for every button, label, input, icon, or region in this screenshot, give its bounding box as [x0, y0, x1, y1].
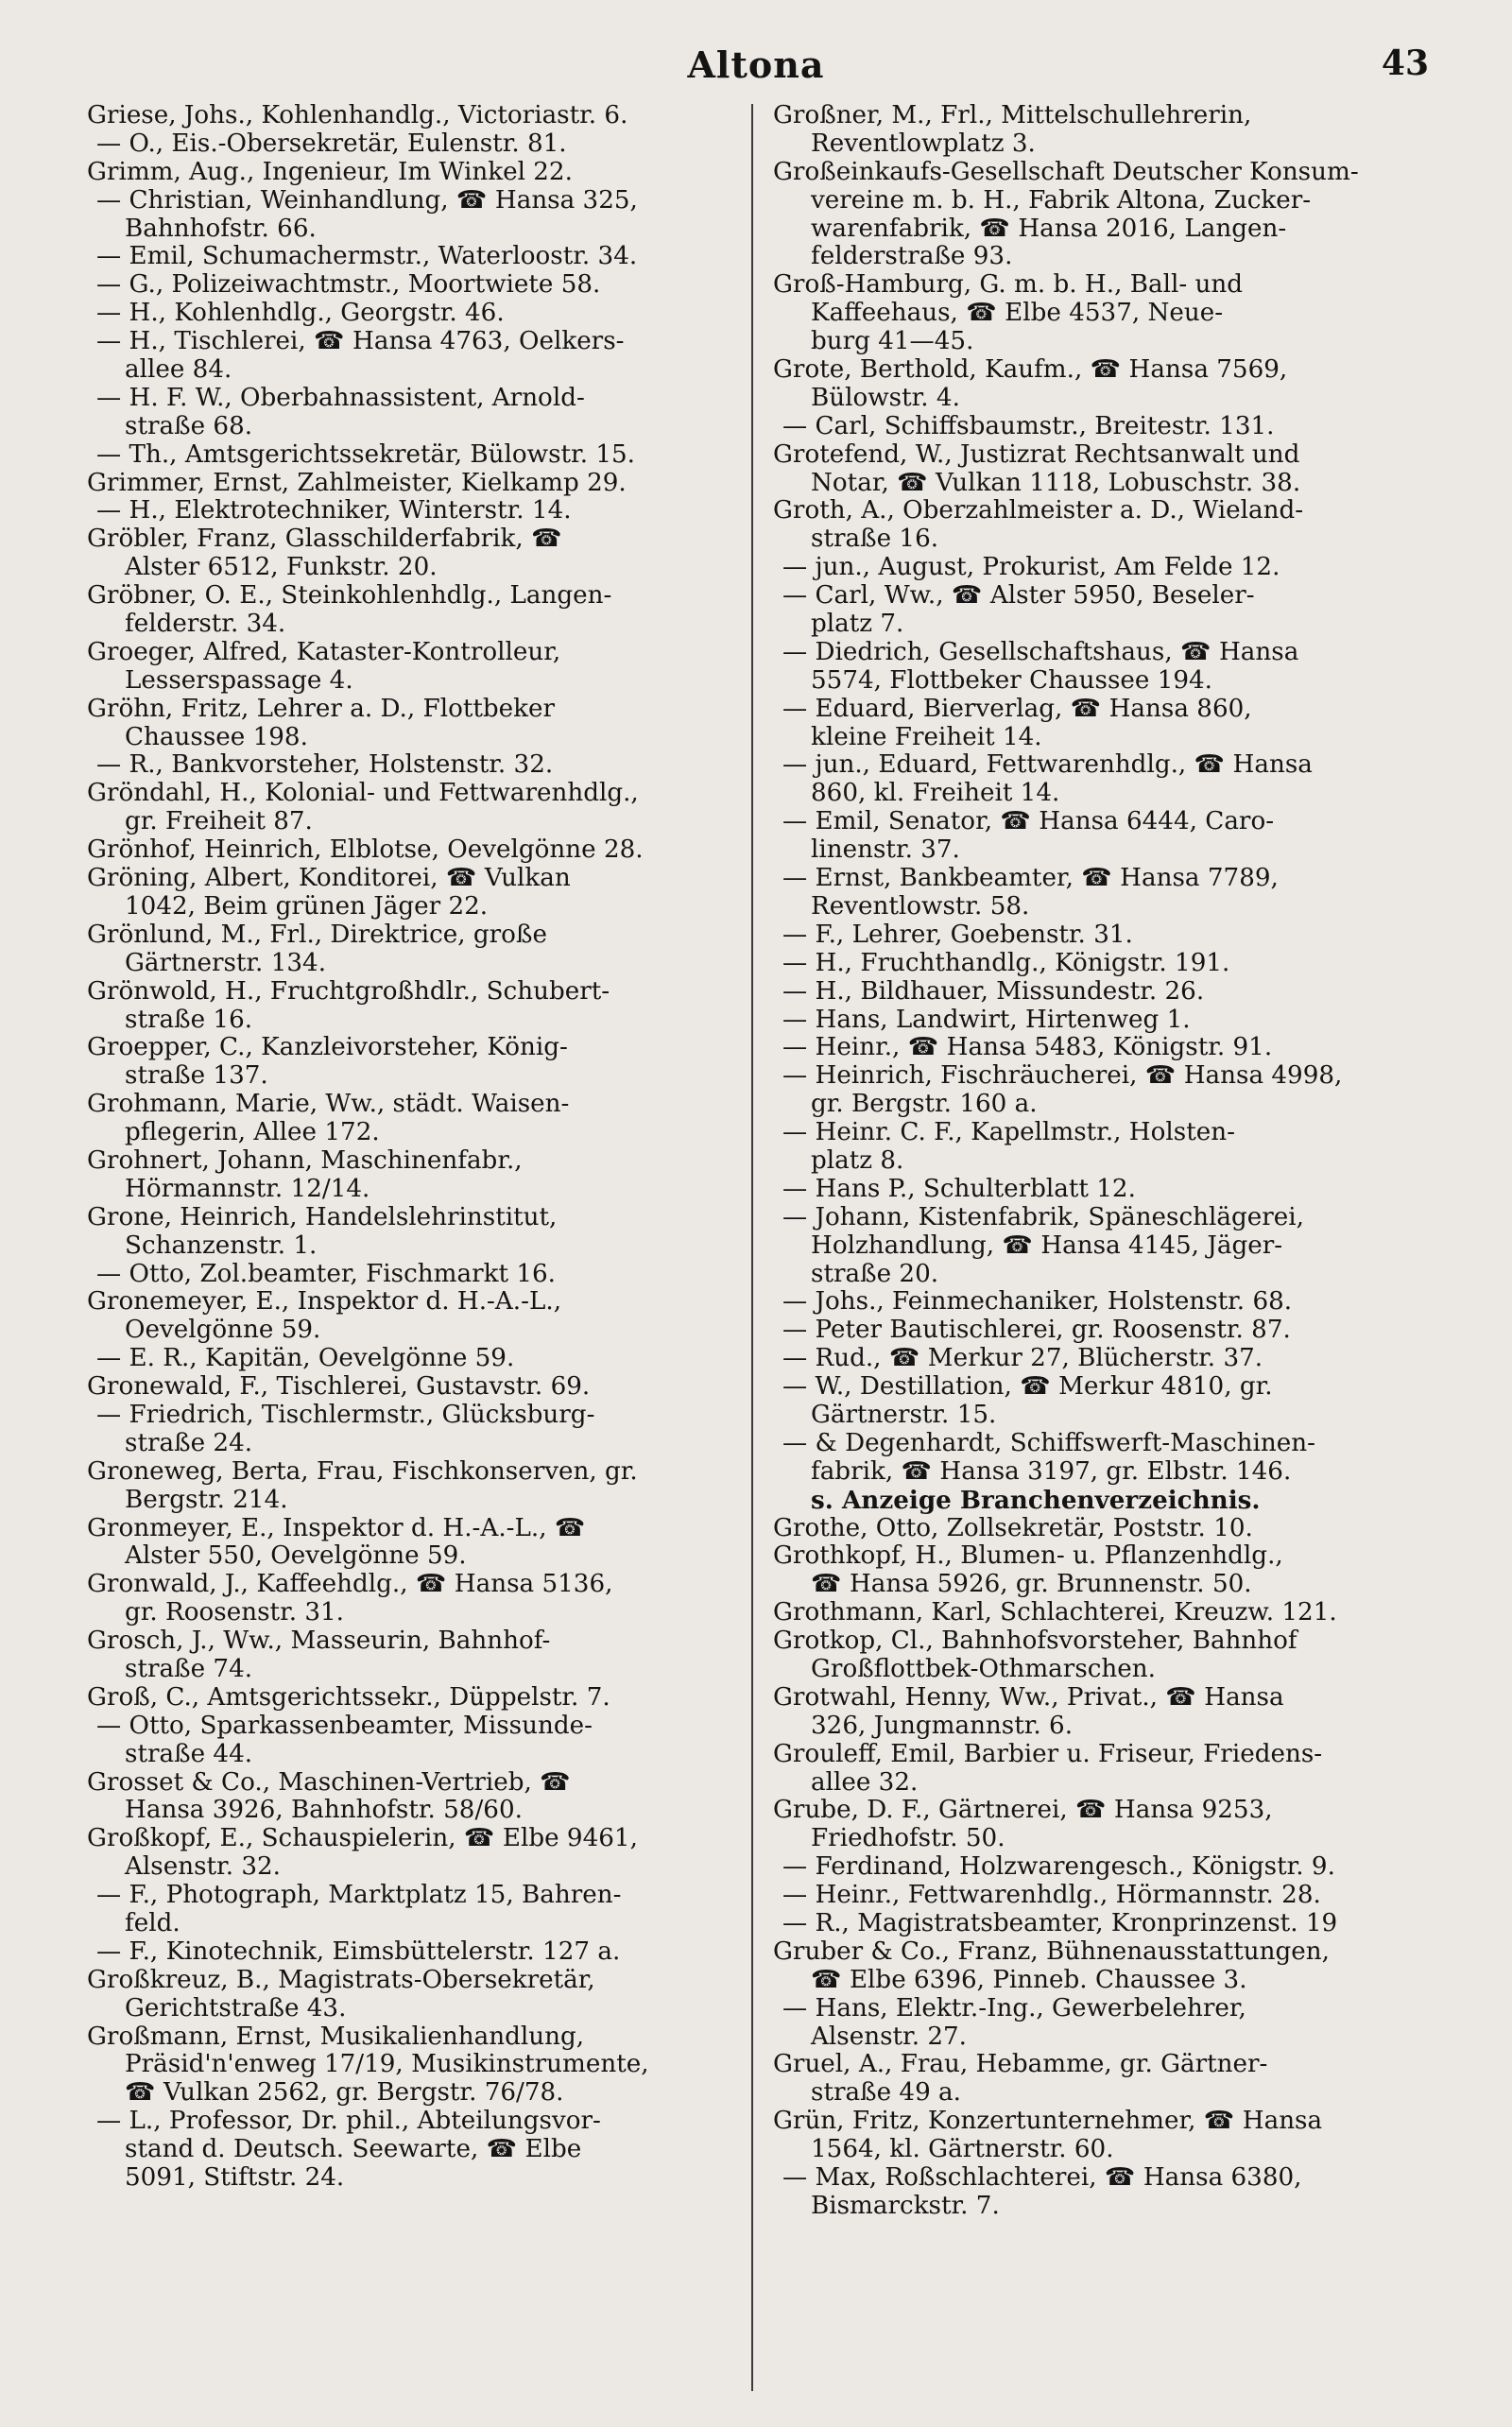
directory-line: Gröbler, Franz, Glasschilderfabrik, ☎ [87, 525, 562, 554]
directory-line: feld. [125, 1910, 180, 1937]
directory-line: kleine Freiheit 14. [811, 723, 1042, 751]
directory-line: Grothe, Otto, Zollsekretär, Poststr. 10. [773, 1514, 1253, 1542]
directory-line: Gronwald, J., Kaffeehdlg., ☎ Hansa 5136, [87, 1571, 613, 1599]
directory-line: Grönlund, M., Frl., Direktrice, große [87, 921, 547, 949]
directory-line: Chaussee 198. [125, 723, 308, 751]
directory-line: Grosch, J., Ww., Masseurin, Bahnhof- [87, 1627, 551, 1656]
directory-line: Schanzenstr. 1. [125, 1231, 318, 1260]
directory-line: 1564, kl. Gärtnerstr. 60. [811, 2136, 1114, 2164]
directory-line: Grone, Heinrich, Handelslehrinstitut, [87, 1203, 558, 1231]
directory-line: Großkopf, E., Schauspielerin, ☎ Elbe 9461, [87, 1825, 638, 1853]
directory-line: — Heinr., Fettwarenhdlg., Hörmannstr. 28. [782, 1882, 1321, 1910]
directory-line: Grimm, Aug., Ingenieur, Im Winkel 22. [87, 158, 573, 186]
directory-line: Friedhofstr. 50. [811, 1825, 1005, 1853]
directory-line: Grohmann, Marie, Ww., städt. Waisen- [87, 1091, 570, 1119]
directory-line: straße 49 a. [811, 2079, 961, 2108]
directory-line: Notar, ☎ Vulkan 1118, Lobuschstr. 38. [811, 469, 1301, 497]
directory-line: Gröhn, Fritz, Lehrer a. D., Flottbeker [87, 695, 556, 723]
directory-line: felderstraße 93. [811, 243, 1013, 271]
directory-line: — Otto, Zol.beamter, Fischmarkt 16. [96, 1260, 556, 1288]
directory-line: straße 74. [125, 1655, 253, 1683]
directory-line: stand d. Deutsch. Seewarte, ☎ Elbe [125, 2136, 582, 2164]
directory-line: — H., Kohlenhdlg., Georgstr. 46. [96, 300, 505, 328]
directory-line: gr. Bergstr. 160 a. [811, 1091, 1038, 1119]
directory-line: — Carl, Schiffsbaumstr., Breitestr. 131. [782, 412, 1275, 440]
directory-line: platz 7. [811, 611, 904, 639]
directory-line: Gruel, A., Frau, Hebamme, gr. Gärtner- [773, 2051, 1268, 2079]
directory-line: 326, Jungmannstr. 6. [811, 1712, 1074, 1740]
directory-line: — H. F. W., Oberbahnassistent, Arnold- [96, 384, 585, 412]
directory-line: Grün, Fritz, Konzertunternehmer, ☎ Hansa [773, 2108, 1323, 2136]
directory-line: — Hans, Landwirt, Hirtenweg 1. [782, 1006, 1191, 1034]
directory-line: platz 8. [811, 1146, 904, 1175]
directory-line: Gröning, Albert, Konditorei, ☎ Vulkan [87, 865, 571, 893]
directory-line: — F., Kinotechnik, Eimsbüttelerstr. 127 a. [96, 1937, 621, 1966]
directory-line: allee 32. [811, 1768, 919, 1797]
directory-line: — Max, Roßschlachterei, ☎ Hansa 6380, [782, 2164, 1302, 2193]
directory-line: felderstr. 34. [125, 611, 286, 639]
directory-line: Großner, M., Frl., Mittelschullehrerin, [773, 102, 1252, 129]
directory-line: Gärtnerstr. 15. [811, 1401, 997, 1429]
directory-line: Hörmannstr. 12/14. [125, 1175, 370, 1203]
directory-line: — Peter Bautischlerei, gr. Roosenstr. 87. [782, 1317, 1291, 1345]
directory-line: Grönwold, H., Fruchtgroßhdlr., Schubert- [87, 977, 610, 1006]
page-header [0, 38, 1512, 95]
directory-line: straße 44. [125, 1740, 253, 1768]
directory-line: Bismarckstr. 7. [811, 2192, 1000, 2220]
directory-line: Gronemeyer, E., Inspektor d. H.-A.-L., [87, 1288, 562, 1317]
directory-line: straße 68. [125, 412, 253, 440]
directory-line: Grohnert, Johann, Maschinenfabr., [87, 1146, 523, 1175]
page-title: Altona [687, 43, 825, 86]
directory-line: Groß-Hamburg, G. m. b. H., Ball- und [773, 271, 1243, 300]
directory-line: — L., Professor, Dr. phil., Abteilungsvor- [96, 2108, 601, 2136]
directory-line: Reventlowstr. 58. [811, 892, 1030, 921]
directory-line: — Hans P., Schulterblatt 12. [782, 1175, 1136, 1203]
directory-line: — R., Bankvorsteher, Holstenstr. 32. [96, 751, 554, 780]
directory-line: Alsenstr. 27. [811, 2022, 967, 2051]
directory-line: 5574, Flottbeker Chaussee 194. [811, 666, 1213, 695]
directory-line: Großeinkaufs-Gesellschaft Deutscher Konsum- [773, 158, 1359, 186]
directory-line: s. Anzeige Branchenverzeichnis. [811, 1486, 1261, 1515]
directory-line: Gronmeyer, E., Inspektor d. H.-A.-L., ☎ [87, 1514, 586, 1542]
directory-line: linenstr. 37. [811, 836, 960, 865]
directory-line: — Johs., Feinmechaniker, Holstenstr. 68. [782, 1288, 1293, 1317]
directory-line: — Th., Amtsgerichtssekretär, Bülowstr. 15. [96, 440, 635, 469]
directory-line: — O., Eis.-Obersekretär, Eulenstr. 81. [96, 129, 567, 158]
directory-line: — Rud., ☎ Merkur 27, Blücherstr. 37. [782, 1345, 1263, 1373]
directory-line: 1042, Beim grünen Jäger 22. [125, 892, 489, 921]
directory-line: — jun., August, Prokurist, Am Felde 12. [782, 554, 1280, 582]
directory-line: 860, kl. Freiheit 14. [811, 780, 1060, 808]
directory-line: Grube, D. F., Gärtnerei, ☎ Hansa 9253, [773, 1797, 1273, 1825]
directory-line: Gröbner, O. E., Steinkohlenhdlg., Langen- [87, 582, 612, 611]
column-divider [751, 104, 753, 2391]
directory-line: Grouleff, Emil, Barbier u. Friseur, Friedens- [773, 1740, 1323, 1768]
directory-line: Grönhof, Heinrich, Elblotse, Oevelgönne 28. [87, 836, 644, 865]
directory-line: Großkreuz, B., Magistrats-Obersekretär, [87, 1966, 595, 1994]
directory-line: ☎ Vulkan 2562, gr. Bergstr. 76/78. [125, 2079, 564, 2108]
directory-line: Alster 6512, Funkstr. 20. [125, 554, 438, 582]
directory-line: ☎ Elbe 6396, Pinneb. Chaussee 3. [811, 1966, 1247, 1994]
directory-line: Groneweg, Berta, Frau, Fischkonserven, gr. [87, 1457, 638, 1486]
directory-line: — Hans, Elektr.-Ing., Gewerbelehrer, [782, 1994, 1246, 2022]
directory-line: — Otto, Sparkassenbeamter, Missunde- [96, 1712, 593, 1740]
directory-line: Alster 550, Oevelgönne 59. [125, 1542, 467, 1571]
directory-line: straße 137. [125, 1062, 268, 1091]
directory-line: — Emil, Schumachermstr., Waterloostr. 34. [96, 243, 638, 271]
directory-line: straße 24. [125, 1429, 253, 1457]
directory-line: — Heinr., ☎ Hansa 5483, Königstr. 91. [782, 1034, 1273, 1062]
directory-line: Groth, A., Oberzahlmeister a. D., Wieland- [773, 497, 1304, 525]
directory-line: Griese, Johs., Kohlenhandlg., Victoriastr. 6. [87, 102, 628, 129]
directory-line: — H., Fruchthandlg., Königstr. 191. [782, 949, 1230, 977]
right-column [773, 102, 1446, 2221]
directory-line: Grotwahl, Henny, Ww., Privat., ☎ Hansa [773, 1683, 1284, 1712]
left-column [87, 102, 739, 2193]
directory-line: Groß, C., Amtsgerichtssekr., Düppelstr. 7. [87, 1683, 610, 1712]
directory-line: — Carl, Ww., ☎ Alster 5950, Beseler- [782, 582, 1255, 611]
directory-line: straße 16. [125, 1006, 253, 1034]
directory-line: — G., Polizeiwachtmstr., Moortwiete 58. [96, 271, 601, 300]
directory-line: — Friedrich, Tischlermstr., Glücksburg- [96, 1401, 595, 1429]
directory-line: Gruber & Co., Franz, Bühnenausstattungen, [773, 1937, 1330, 1966]
directory-line: — Heinr. C. F., Kapellmstr., Holsten- [782, 1119, 1235, 1147]
directory-line: — F., Photograph, Marktplatz 15, Bahren- [96, 1882, 622, 1910]
directory-line: Großflottbek-Othmarschen. [811, 1655, 1156, 1683]
directory-line: Kaffeehaus, ☎ Elbe 4537, Neue- [811, 300, 1224, 328]
directory-line: Oevelgönne 59. [125, 1317, 321, 1345]
directory-line: — Ferdinand, Holzwarengesch., Königstr. 9. [782, 1853, 1335, 1882]
directory-line: — Diedrich, Gesellschaftshaus, ☎ Hansa [782, 638, 1299, 666]
directory-line: gr. Roosenstr. 31. [125, 1599, 345, 1627]
directory-line: Gärtnerstr. 134. [125, 949, 327, 977]
directory-line: Grimmer, Ernst, Zahlmeister, Kielkamp 29. [87, 469, 627, 497]
directory-line: — Ernst, Bankbeamter, ☎ Hansa 7789, [782, 865, 1279, 893]
directory-line: — H., Elektrotechniker, Winterstr. 14. [96, 497, 572, 525]
directory-line: allee 84. [125, 356, 232, 385]
directory-line: Alsenstr. 32. [125, 1853, 281, 1882]
directory-line: burg 41—45. [811, 328, 974, 356]
directory-line: Grosset & Co., Maschinen-Vertrieb, ☎ [87, 1768, 571, 1797]
directory-line: pflegerin, Allee 172. [125, 1119, 380, 1147]
directory-line: — jun., Eduard, Fettwarenhdlg., ☎ Hansa [782, 751, 1313, 780]
directory-line: fabrik, ☎ Hansa 3197, gr. Elbstr. 146. [811, 1457, 1292, 1486]
directory-line: Bergstr. 214. [125, 1486, 288, 1514]
directory-line: Grothkopf, H., Blumen- u. Pflanzenhdlg., [773, 1542, 1283, 1571]
directory-line: — Eduard, Bierverlag, ☎ Hansa 860, [782, 695, 1252, 723]
directory-line: ☎ Hansa 5926, gr. Brunnenstr. 50. [811, 1571, 1252, 1599]
directory-line: Holzhandlung, ☎ Hansa 4145, Jäger- [811, 1231, 1283, 1260]
directory-line: vereine m. b. H., Fabrik Altona, Zucker- [811, 186, 1312, 215]
directory-line: Grotefend, W., Justizrat Rechtsanwalt und [773, 440, 1300, 469]
directory-line: warenfabrik, ☎ Hansa 2016, Langen- [811, 215, 1287, 243]
directory-line: Gerichtstraße 43. [125, 1994, 347, 2022]
directory-line: straße 16. [811, 525, 939, 554]
directory-line: Bahnhofstr. 66. [125, 215, 317, 243]
directory-line: Reventlowplatz 3. [811, 129, 1036, 158]
directory-line: Gronewald, F., Tischlerei, Gustavstr. 69. [87, 1373, 591, 1402]
directory-line: gr. Freiheit 87. [125, 808, 313, 836]
directory-line: — Johann, Kistenfabrik, Späneschlägerei, [782, 1203, 1304, 1231]
directory-line: Hansa 3926, Bahnhofstr. 58/60. [125, 1797, 523, 1825]
directory-line: — F., Lehrer, Goebenstr. 31. [782, 921, 1133, 949]
directory-line: — H., Tischlerei, ☎ Hansa 4763, Oelkers- [96, 328, 625, 356]
directory-line: — Heinrich, Fischräucherei, ☎ Hansa 4998, [782, 1062, 1343, 1091]
directory-line: — & Degenhardt, Schiffswerft-Maschinen- [782, 1429, 1315, 1457]
directory-line: Präsid'n'enweg 17/19, Musikinstrumente, [125, 2051, 649, 2079]
directory-line: — E. R., Kapitän, Oevelgönne 59. [96, 1345, 515, 1373]
directory-line: — H., Bildhauer, Missundestr. 26. [782, 977, 1205, 1006]
directory-line: straße 20. [811, 1260, 939, 1288]
directory-line: — Emil, Senator, ☎ Hansa 6444, Caro- [782, 808, 1275, 836]
directory-line: Grotkop, Cl., Bahnhofsvorsteher, Bahnhof [773, 1627, 1297, 1656]
directory-line: Groeger, Alfred, Kataster-Kontrolleur, [87, 638, 561, 666]
directory-line: — W., Destillation, ☎ Merkur 4810, gr. [782, 1373, 1273, 1402]
directory-line: Lesserspassage 4. [125, 666, 353, 695]
page-number: 43 [1381, 43, 1429, 83]
directory-line: Bülowstr. 4. [811, 384, 960, 412]
directory-line: Grothmann, Karl, Schlachterei, Kreuzw. 121. [773, 1599, 1337, 1627]
directory-line: Gröndahl, H., Kolonial- und Fettwarenhdlg., [87, 780, 639, 808]
directory-line: Grote, Berthold, Kaufm., ☎ Hansa 7569, [773, 356, 1288, 385]
directory-line: — Christian, Weinhandlung, ☎ Hansa 325, [96, 186, 638, 215]
directory-line: Groepper, C., Kanzleivorsteher, König- [87, 1034, 568, 1062]
directory-line: 5091, Stiftstr. 24. [125, 2164, 345, 2193]
directory-line: Großmann, Ernst, Musikalienhandlung, [87, 2022, 585, 2051]
directory-line: — R., Magistratsbeamter, Kronprinzenst. 19 [782, 1910, 1338, 1937]
